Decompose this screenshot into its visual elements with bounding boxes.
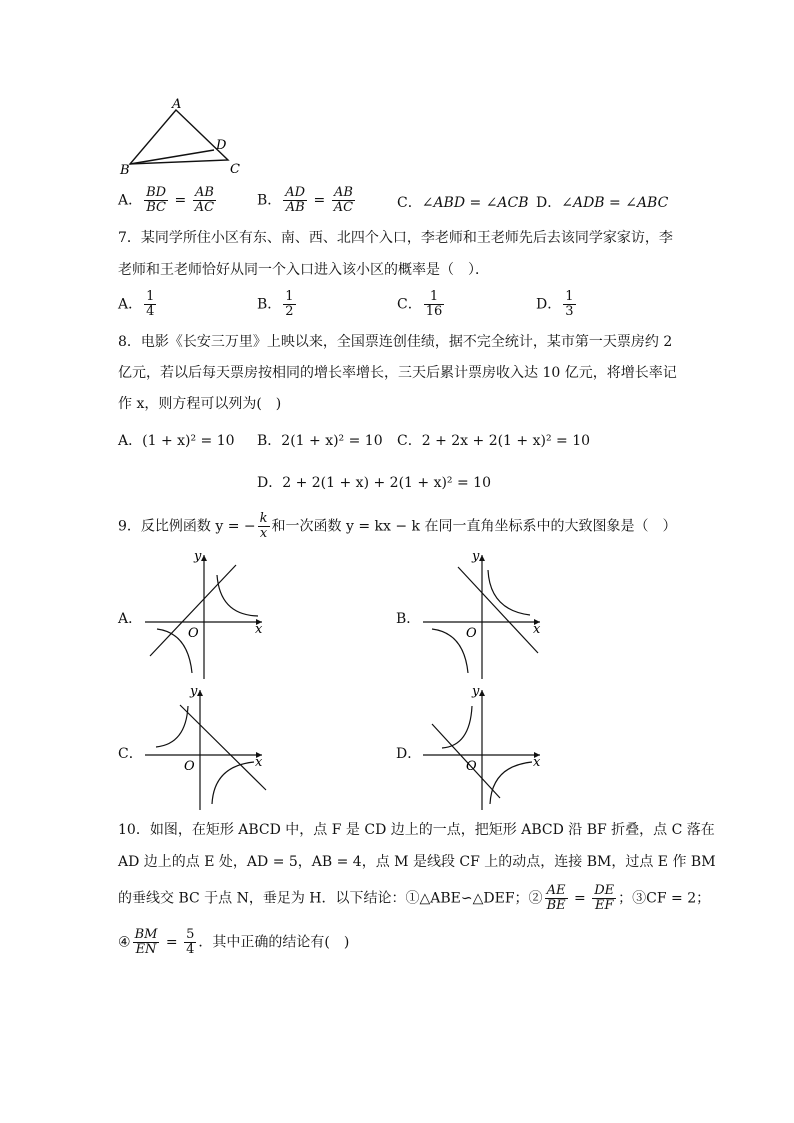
q7-line2: 老师和王老师恰好从同一个入口进入该小区的概率是（ ）． <box>118 262 489 278</box>
hyperbola-branch-1 <box>442 706 472 748</box>
hyperbola-branch-1 <box>156 706 188 747</box>
q10-line3: 的垂线交 BC 于点 N，垂足为 H．以下结论：①△ABE∽△DEF；② $\frac{AE}{BE}$ = $\frac{DE}{EF}$ ；③CF = 2； <box>118 883 711 913</box>
q10-line2: AD 边上的点 E 处，AD = 5，AB = 4，点 M 是线段 CF 上的动点，连接 BM，过点 E 作 BM <box>118 854 716 870</box>
x-label: x <box>255 755 263 770</box>
y-label: y <box>190 684 198 699</box>
q7-option-d: D． $\frac{1}{3}$ <box>536 289 574 319</box>
y-label: y <box>194 549 202 564</box>
y-arrow-icon <box>479 690 485 696</box>
origin-label: O <box>188 626 199 641</box>
line-graph <box>180 705 266 790</box>
q10-line1: 10．如图，在矩形 ABCD 中，点 F 是 CD 边上的一点，把矩形 ABCD 沿 BF 折叠，点 C 落在 <box>118 822 715 838</box>
q9-option-c-label: C． <box>118 746 143 762</box>
x-label: x <box>533 755 541 770</box>
q8-line1: 8．电影《长安三万里》上映以来，全国票连创佳绩，据不完全统计，某市第一天票房约 2 <box>118 334 673 350</box>
y-arrow-icon <box>197 690 203 696</box>
q7-option-a: A． $\frac{1}{4}$ <box>118 289 155 319</box>
triangle-figure <box>110 96 260 178</box>
label-d: D <box>216 138 227 153</box>
hyperbola-branch-2 <box>432 629 468 673</box>
q9-option-b-label: B． <box>396 611 421 627</box>
q8-option-c: C．2 + 2x + 2(1 + x)² = 10 <box>397 433 591 449</box>
q6-option-c: C．∠ABD = ∠ACB <box>397 195 529 211</box>
label-c: C <box>230 162 240 177</box>
q9-graph-c <box>140 680 270 815</box>
q9-option-d-label: D． <box>396 746 422 762</box>
origin-label: O <box>466 759 477 774</box>
hyperbola-branch-2 <box>490 762 532 804</box>
q8-line3: 作 x，则方程可以列为( ) <box>118 396 282 412</box>
q10-line4: ④ $\frac{BM}{EN}$ = $\frac{5}{4}$ ．其中正确的结论有( ) <box>118 927 350 957</box>
line-graph <box>150 565 236 656</box>
label-a: A <box>172 97 182 112</box>
q8-option-b: B．2(1 + x)² = 10 <box>257 433 383 449</box>
origin-label: O <box>184 759 195 774</box>
x-label: x <box>533 622 541 637</box>
q9-graph-a <box>140 545 270 685</box>
y-arrow-icon <box>479 555 485 561</box>
q8-option-a: A．(1 + x)² = 10 <box>118 433 235 449</box>
q7-option-b: B． $\frac{1}{2}$ <box>257 289 294 319</box>
q7-option-c: C． $\frac{1}{16}$ <box>397 289 443 319</box>
label-b: B <box>120 163 130 178</box>
origin-label: O <box>466 626 477 641</box>
q9-option-a-label: A． <box>118 611 143 627</box>
q6-option-b: B． $\frac{AD}{AB}$ = $\frac{AB}{AC}$ <box>257 185 354 215</box>
q6-option-a: A． $\frac{BD}{BC}$ = $\frac{AB}{AC}$ <box>118 185 215 215</box>
q6-option-d: D．∠ADB = ∠ABC <box>536 195 669 211</box>
y-label: y <box>472 684 480 699</box>
hyperbola-branch-1 <box>488 570 530 615</box>
hyperbola-branch-2 <box>157 629 192 673</box>
q9-stem: 9．反比例函数 y = − $\frac{k}{x}$ 和一次函数 y = kx − k 在同一直角坐标系中的大致图象是（ ） <box>118 511 677 541</box>
x-label: x <box>255 622 263 637</box>
q7-line1: 7．某同学所住小区有东、南、西、北四个入口，李老师和王老师先后去该同学家家访，李 <box>118 230 673 246</box>
q9-graph-d <box>418 680 548 815</box>
y-arrow-icon <box>201 555 207 561</box>
q9-graph-b <box>418 545 548 685</box>
y-label: y <box>472 549 480 564</box>
hyperbola-branch-1 <box>217 575 258 616</box>
hyperbola-branch-2 <box>212 762 254 804</box>
q8-line2: 亿元，若以后每天票房按相同的增长率增长，三天后累计票房收入达 10 亿元，将增长率记 <box>118 365 677 381</box>
q8-option-d: D．2 + 2(1 + x) + 2(1 + x)² = 10 <box>257 475 491 491</box>
